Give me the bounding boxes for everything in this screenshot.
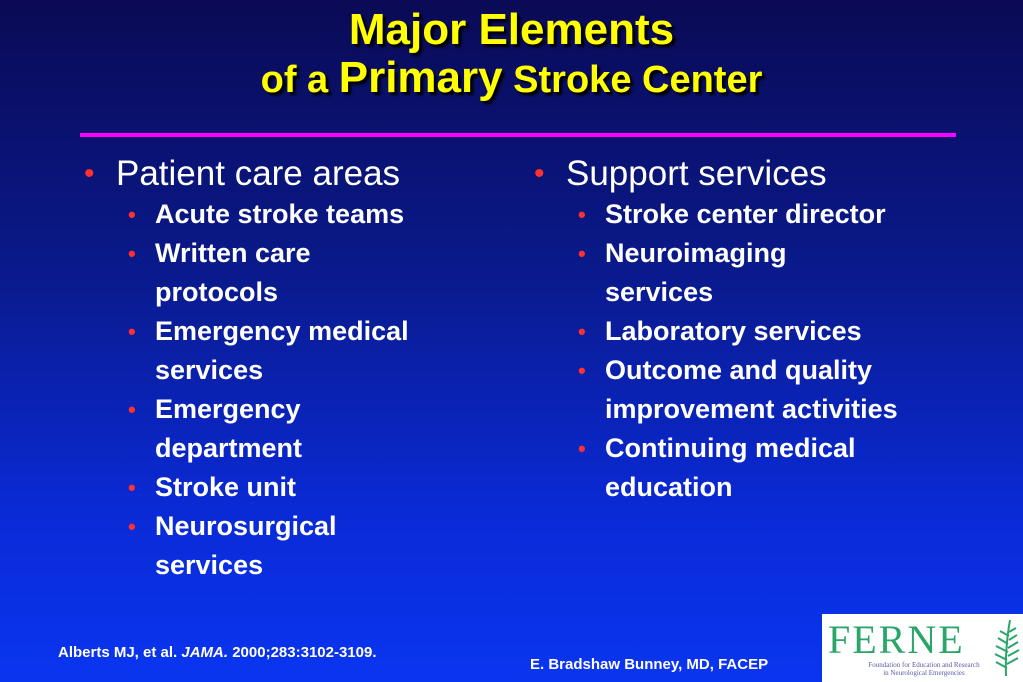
bullet-icon: • xyxy=(534,157,545,190)
citation-details: 2000;283:3102-3109. xyxy=(232,644,377,661)
list-item xyxy=(578,195,954,234)
title-line-1: Major Elements xyxy=(348,5,675,54)
left-heading-text: Patient care areas xyxy=(116,154,401,193)
slide-title xyxy=(0,5,1023,102)
list-item-text: Laboratory services xyxy=(605,316,862,346)
bullet-icon: • xyxy=(128,202,136,227)
title-line-2-suffix: Stroke Center xyxy=(502,59,763,101)
list-item xyxy=(578,312,954,351)
list-item-text: Neuroimaging services xyxy=(605,238,787,307)
list-item xyxy=(128,312,495,390)
list-item-text: Outcome and quality improvement activities xyxy=(605,355,898,424)
list-item xyxy=(128,234,355,312)
author-credit: E. Bradshaw Bunney, MD, FACEP xyxy=(530,656,769,673)
bullet-icon: • xyxy=(578,319,586,344)
list-item xyxy=(578,351,945,429)
bullet-icon: • xyxy=(578,358,586,383)
list-item-text: Continuing medical education xyxy=(605,433,856,502)
bullet-icon: • xyxy=(128,514,136,539)
bullet-icon: • xyxy=(578,436,586,461)
title-divider xyxy=(80,133,956,137)
right-heading-text: Support services xyxy=(566,154,827,193)
list-item xyxy=(128,468,484,507)
citation-authors: Alberts MJ, et al. xyxy=(58,644,178,661)
logo-subtitle-line-1: Foundation for Education and Research xyxy=(868,661,980,669)
list-item xyxy=(128,507,395,585)
list-item-text: Neurosurgical services xyxy=(155,511,337,580)
left-column-heading xyxy=(84,153,484,195)
title-line-2-emphasis: Primary xyxy=(338,53,503,102)
list-item-text: Written care protocols xyxy=(155,238,311,307)
ferne-logo xyxy=(822,614,1023,682)
list-item-text: Emergency medical services xyxy=(155,316,409,385)
bullet-icon: • xyxy=(128,397,136,422)
list-item-text: Stroke unit xyxy=(155,472,297,502)
citation-journal: JAMA. xyxy=(181,644,229,661)
list-item xyxy=(578,234,845,312)
list-item-text: Acute stroke teams xyxy=(155,199,405,229)
left-column xyxy=(84,153,484,585)
bullet-icon: • xyxy=(578,241,586,266)
citation xyxy=(58,644,377,661)
list-item xyxy=(128,390,355,468)
list-item-text: Emergency department xyxy=(155,394,303,463)
right-column-heading xyxy=(534,153,954,195)
list-item-text: Stroke center director xyxy=(605,199,886,229)
bullet-icon: • xyxy=(128,319,136,344)
title-line-2-prefix: of a xyxy=(260,59,339,101)
fern-leaf-icon xyxy=(992,618,1020,678)
right-column xyxy=(534,153,954,507)
logo-letters: FERNE xyxy=(828,617,965,662)
right-sublist xyxy=(578,195,954,507)
list-item xyxy=(578,429,935,507)
logo-subtitle-line-2: in Neurological Emergencies xyxy=(883,669,965,677)
bullet-icon: • xyxy=(84,157,95,190)
bullet-icon: • xyxy=(578,202,586,227)
left-sublist xyxy=(128,195,484,585)
logo-subtitle xyxy=(854,661,994,677)
bullet-icon: • xyxy=(128,241,136,266)
title-line-2 xyxy=(0,53,1023,102)
bullet-icon: • xyxy=(128,475,136,500)
list-item xyxy=(128,195,484,234)
